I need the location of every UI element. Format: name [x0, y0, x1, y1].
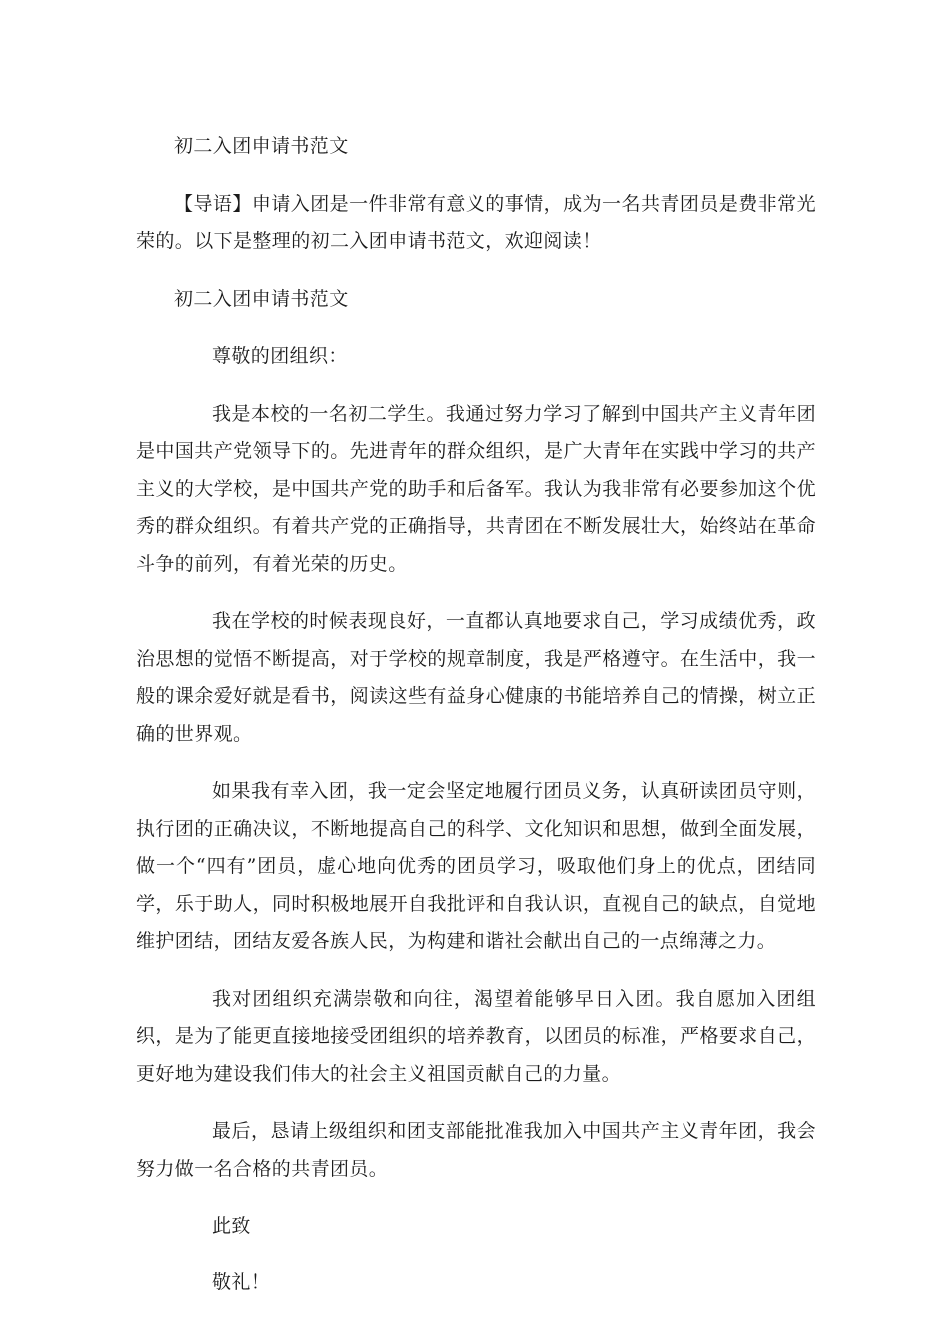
document-body — [136, 128, 816, 1319]
closing-line-2: 敬礼！ — [212, 1270, 271, 1293]
body-paragraph: 如果我有幸入团，我一定会坚定地履行团员义务，认真研读团员守则，执行团的正确决议，不断地提高自己的科学、文化知识和思想，做到全面发展，做一个“四有”团员，虚心地向优秀的团员学习，吸取他们身上的优点，团结同学，乐于助人，同时积极地展开自我批评和自我认识，直视自己的缺点，自觉地维护团结，团结友爱各族人民，为构建和谐社会献出自己的一点绵薄之力。 — [136, 780, 816, 952]
document-title: 初二入团申请书范文 — [174, 135, 349, 157]
body-paragraph: 我是本校的一名初二学生。我通过努力学习了解到中国共产主义青年团是中国共产党领导下的。先进青年的群众组织，是广大青年在实践中学习的共产主义的大学校，是中国共产党的助手和后备军。我认为我非常有必要参加这个优秀的群众组织。有着共产党的正确指导，共青团在不断发展壮大，始终站在革命斗争的前列，有着光荣的历史。 — [136, 402, 816, 575]
document-subtitle: 初二入团申请书范文 — [174, 287, 349, 310]
salutation: 尊敬的团组织： — [212, 345, 348, 367]
body-paragraph: 我在学校的时候表现良好，一直都认真地要求自己，学习成绩优秀，政治思想的觉悟不断提高，对于学校的规章制度，我是严格遵守。在生活中，我一般的课余爱好就是看书，阅读这些有益身心健康的书能培养自己的情操，树立正确的世界观。 — [136, 610, 816, 745]
intro-paragraph: 【导语】申请入团是一件非常有意义的事情，成为一名共青团员是费非常光荣的。以下是整理的初二入团申请书范文，欢迎阅读！ — [136, 192, 816, 252]
closing-line-1: 此致 — [212, 1215, 251, 1237]
body-paragraph: 我对团组织充满崇敬和向往，渴望着能够早日入团。我自愿加入团组织，是为了能更直接地接受团组织的培养教育，以团员的标准，严格要求自己，更好地为建设我们伟大的社会主义祖国贡献自己的力量。 — [136, 987, 816, 1085]
body-paragraph: 最后，恳请上级组织和团支部能批准我加入中国共产主义青年团，我会努力做一名合格的共青团员。 — [136, 1120, 816, 1180]
